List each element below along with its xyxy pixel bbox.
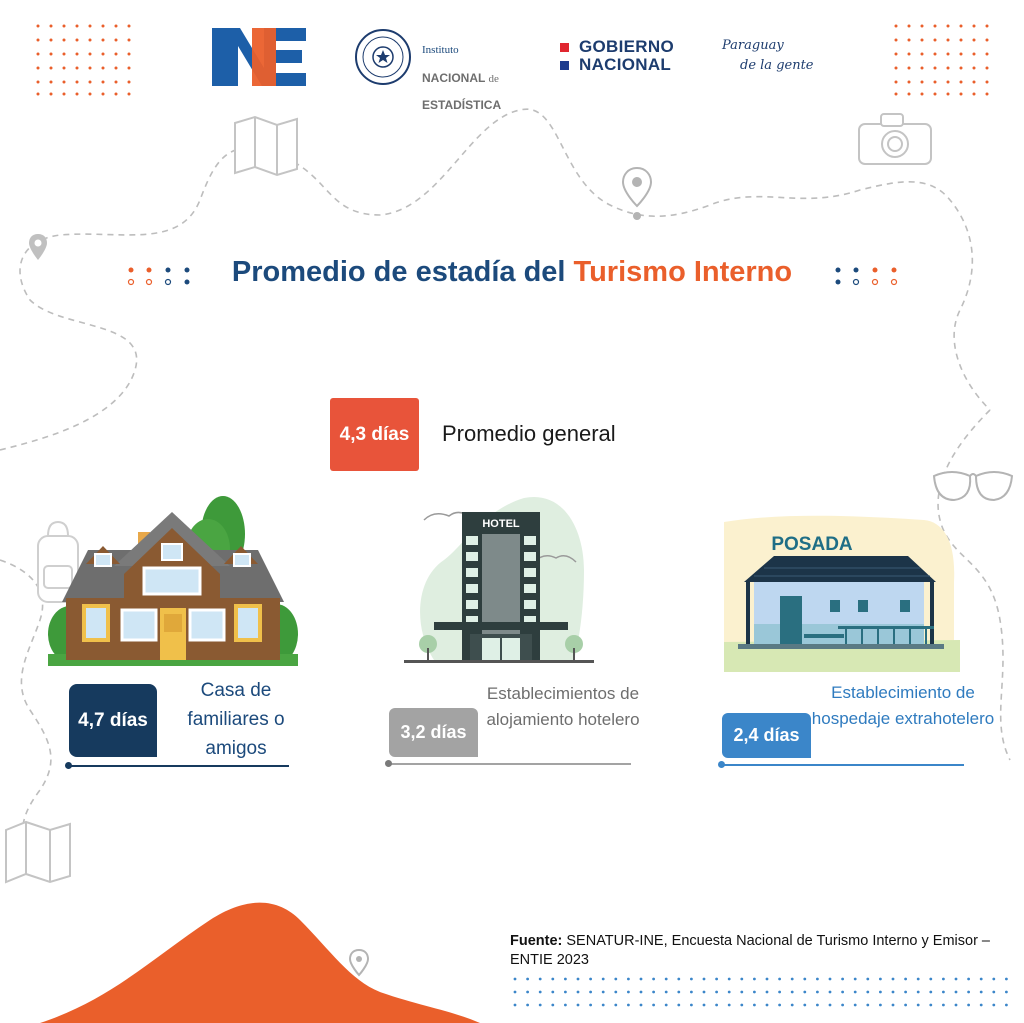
gobierno-nacional-logo <box>560 38 690 78</box>
flag-square-blue <box>560 61 569 70</box>
casa-familiares-label: Casa de familiares o amigos <box>187 680 285 759</box>
underline-dot <box>385 760 392 767</box>
source-text: SENATUR-INE, Encuesta Nacional de Turismo Interno y Emisor – ENTIE 2023 <box>510 933 990 968</box>
source-note <box>510 932 1010 970</box>
hotelero-badge: 3,2 días <box>389 708 478 757</box>
general-average-label: Promedio general <box>442 421 616 446</box>
location-pin-icon <box>620 166 654 222</box>
title-part2-highlight: Turismo Interno <box>573 256 793 288</box>
posada-illustration <box>724 512 960 672</box>
instituto-line2: NACIONAL <box>422 71 486 85</box>
instituto-logo <box>354 28 524 112</box>
instituto-line2-de: de <box>488 73 499 85</box>
underline-casa <box>69 765 289 767</box>
general-average-badge: 4,3 días <box>330 398 419 471</box>
ine-logo <box>212 28 306 86</box>
source-label: Fuente: <box>510 933 563 949</box>
title-part1: Promedio de estadía del <box>231 256 574 288</box>
camera-icon <box>855 108 935 168</box>
hotel-sign: HOTEL <box>482 518 520 530</box>
instituto-line3: ESTADÍSTICA <box>422 98 502 112</box>
extrahotelero-badge: 2,4 días <box>722 713 811 758</box>
underline-dot <box>65 762 72 769</box>
underline-hotelero <box>389 763 631 765</box>
sunglasses-icon <box>930 462 1016 506</box>
dot-pattern <box>894 24 994 96</box>
dot-pattern <box>36 24 136 96</box>
underline-extrahotelero <box>722 764 964 766</box>
gobierno-line1: GOBIERNO <box>579 37 674 56</box>
hotel-illustration <box>404 490 594 670</box>
posada-sign: POSADA <box>771 534 853 555</box>
instituto-line1: Instituto <box>422 44 459 56</box>
location-pin-icon <box>348 948 370 978</box>
flag-square-red <box>560 43 569 52</box>
paraguay-line2: de la gente <box>740 58 814 73</box>
map-icon <box>4 820 74 886</box>
underline-dot <box>718 761 725 768</box>
dot-pattern <box>512 976 1020 1016</box>
paraguay-de-la-gente-logo <box>722 36 822 80</box>
title-dots-right <box>834 265 900 289</box>
extrahotelero-label: Establecimiento de hospedaje extrahotelero <box>811 683 995 728</box>
orange-hill-decoration <box>0 880 520 1023</box>
hotelero-label: Establecimientos de alojamiento hotelero <box>486 684 640 729</box>
paraguay-line1: Paraguay <box>722 38 784 53</box>
seal-icon <box>354 28 412 86</box>
house-illustration <box>48 494 298 666</box>
gobierno-line2: NACIONAL <box>579 55 672 74</box>
map-icon <box>233 115 299 177</box>
casa-familiares-badge: 4,7 días <box>69 684 157 757</box>
